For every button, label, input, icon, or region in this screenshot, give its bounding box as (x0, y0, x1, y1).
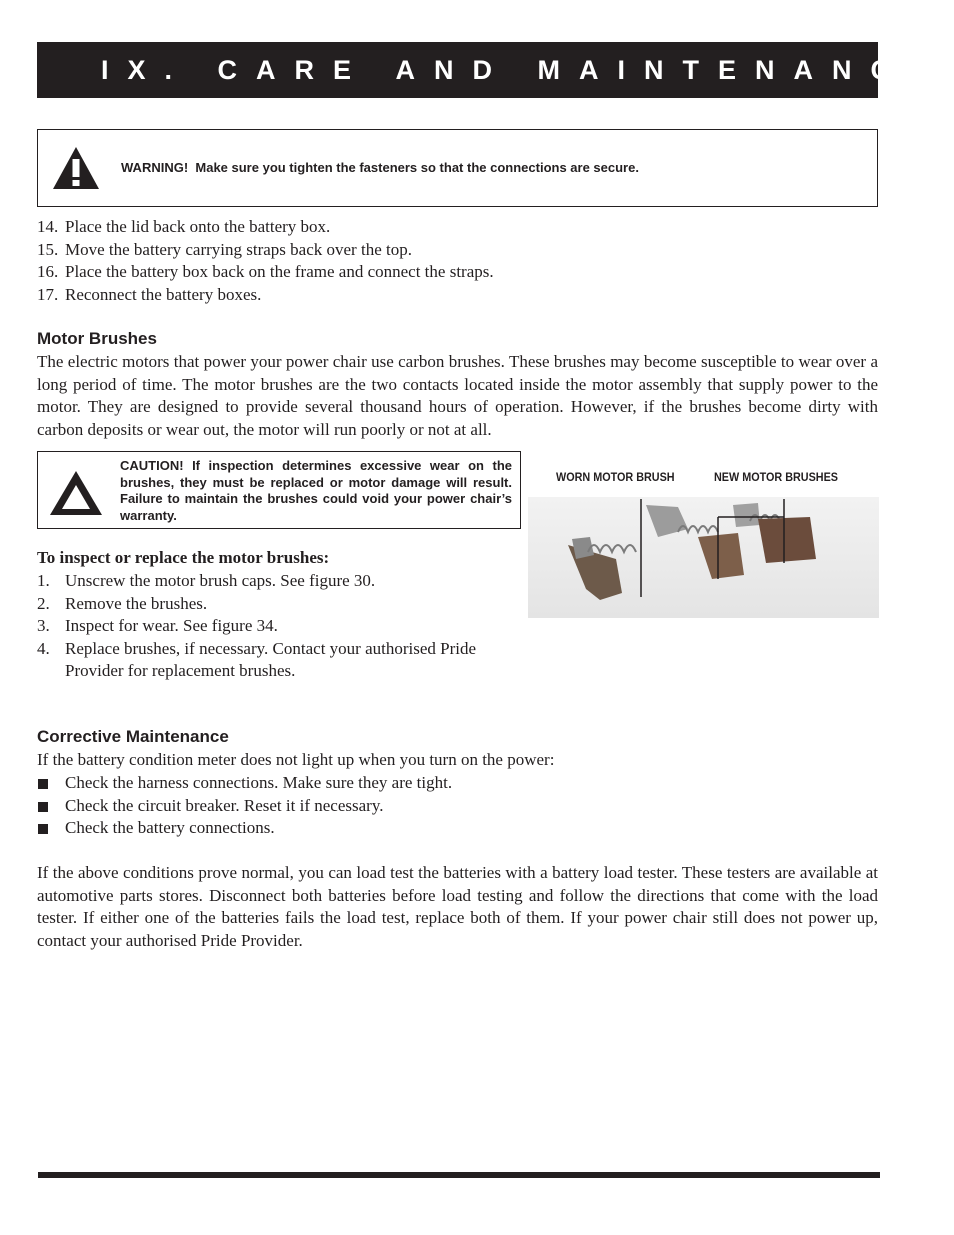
list-item: 14. Place the lid back onto the battery box. (37, 217, 331, 236)
list-item: Check the harness connections. Make sure they are tight. (37, 772, 882, 795)
corrective-intro: If the battery condition meter does not light up when you turn on the power: (37, 750, 555, 769)
list-item: 2. Remove the brushes. (37, 593, 208, 613)
bullet-square-icon (38, 824, 48, 834)
inspect-heading: To inspect or replace the motor brushes: (37, 548, 330, 567)
bullet-square-icon (38, 779, 48, 789)
footer-rule (38, 1172, 880, 1178)
corrective-checklist (37, 772, 882, 840)
list-item: 17. Reconnect the battery boxes. (37, 284, 262, 304)
corrective-paragraph: If the above conditions prove normal, you can load test the batteries with a battery load tester. These testers are available at automotive parts stores. Disconnect both batteries before load testing and follow the directions that come with the load tester. If either one of the batteries fails the load test, replace both of them. If your power chair still does not power up, contact your authorised Pride Provider. (37, 863, 878, 950)
motor-brushes-paragraph: The electric motors that power your power chair use carbon brushes. These brushes may become susceptible to wear over a long period of time. The motor brushes are the two contacts located inside the motor assembly that supply power to the motor. They are designed to provide several thousand hours of operation. However, if the brushes become dirty with carbon deposits or wear out, the motor will run poorly or not at all. (37, 352, 878, 439)
list-item: Check the circuit breaker. Reset it if necessary. (37, 795, 882, 818)
motor-brushes-heading: Motor Brushes (37, 329, 157, 348)
exclamation-icon (52, 146, 100, 190)
motor-brushes-photo (528, 497, 879, 618)
list-item: 16. Place the battery box back on the frame and connect the straps. (37, 262, 494, 282)
corrective-heading: Corrective Maintenance (37, 727, 229, 746)
caution-box (37, 451, 521, 529)
section-header: IX. CARE AND MAINTENANCE (37, 42, 878, 98)
list-item: 3. Inspect for wear. See figure 34. (37, 616, 278, 636)
triangle-caution-icon (49, 470, 103, 516)
worn-brush-label: WORN MOTOR BRUSH (556, 470, 675, 484)
warning-text: WARNING! Make sure you tighten the fasteners so that the connections are secure. (121, 160, 639, 175)
list-item: 15. Move the battery carrying straps back over the top. (37, 239, 412, 259)
reassembly-steps (37, 216, 882, 306)
list-item: 4. Replace brushes, if necessary. Contact your authorised Pride Provider for replacement brushes. (37, 638, 477, 681)
caution-text: CAUTION! If inspection determines excessive wear on the brushes, they must be replaced or motor damage will result. Failure to maintain the brushes could void your power chair’s warranty. (120, 458, 512, 523)
list-item: Check the battery connections. (37, 817, 882, 840)
bullet-square-icon (38, 802, 48, 812)
new-brushes-label: NEW MOTOR BRUSHES (714, 470, 839, 484)
inspect-steps (37, 570, 527, 683)
warning-box (37, 129, 878, 207)
list-item: 1. Unscrew the motor brush caps. See figure 30. (37, 571, 376, 590)
